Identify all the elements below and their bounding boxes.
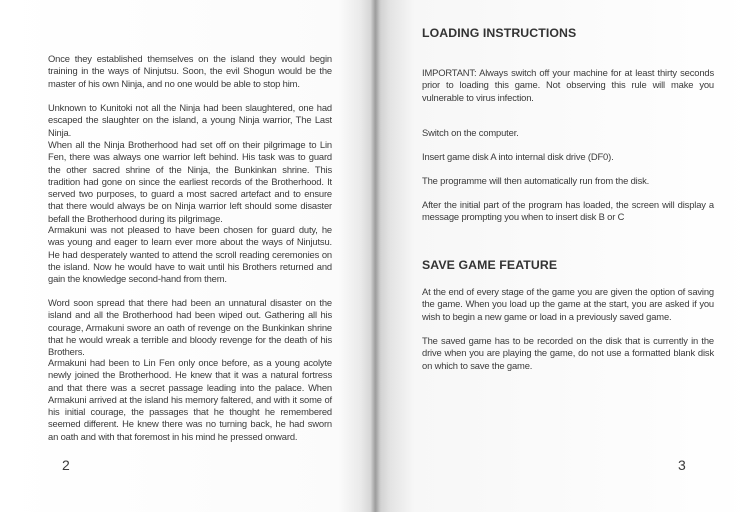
- loading-paragraph: After the initial part of the program has loaded, the screen will display a message prompting you when to insert disk B or C: [422, 199, 714, 223]
- loading-paragraph: IMPORTANT: Always switch off your machine for at least thirty seconds prior to loading this game. Not observing this rule will make you vulnerable to virus infection.: [422, 67, 714, 103]
- loading-paragraph: The programme will then automatically run from the disk.: [422, 175, 650, 186]
- loading-paragraph: Insert game disk A into internal disk drive (DF0).: [422, 151, 614, 162]
- story-paragraph: When all the Ninja Brotherhood had set off on their pilgrimage to Lin Fen, there was always one warrior left behind. His task was to guard the other sacred shrine of the Ninja, the Bunkinkan shrine. This tradition had gone on since the earliest records of the Brotherhood. It served two purposes, to guard a most sacred artefact and to ensure that there would always be on Ninja warrior left should some disaster befall the Brotherhood during its pilgrimage.: [48, 139, 332, 224]
- story-paragraph: Word soon spread that there had been an unnatural disaster on the island and all the Brotherhood had been wiped out. Gathering all his courage, Armakuni swore an oath of revenge on the Bunkinkan shrine that he would wreak a terrible and bloody revenge for the death of his Brothers.: [48, 297, 332, 358]
- loading-paragraph: Switch on the computer.: [422, 127, 519, 138]
- save-game-heading: SAVE GAME FEATURE: [422, 258, 558, 272]
- left-page: [0, 0, 372, 512]
- right-page: [376, 0, 753, 512]
- story-paragraph: Once they established themselves on the island they would begin training in the ways of Ninjutsu. Soon, the evil Shogun would be the master of his own Ninja, and no one would be able to stop him.: [48, 53, 332, 89]
- save-paragraph: At the end of every stage of the game you are given the option of saving the game. When you load up the game at the start, you are asked if you wish to begin a new game or load in a previously saved game.: [422, 286, 714, 322]
- story-paragraph: Armakuni was not pleased to have been chosen for guard duty, he was young and eager to learn ever more about the ways of Ninjutsu. He had desperately wanted to attend the scroll reading ceremonies on the island. Now he would have to wait until his Brothers returned and gain the knowledge second-hand from them.: [48, 224, 332, 285]
- loading-instructions-heading: LOADING INSTRUCTIONS: [422, 26, 577, 40]
- story-paragraph: Unknown to Kunitoki not all the Ninja had been slaughtered, one had escaped the slaughter on the island, a young Ninja warrior, The Last Ninja.: [48, 102, 332, 138]
- story-paragraph: Armakuni had been to Lin Fen only once before, as a young acolyte newly joined the Brotherhood. He knew that it was a natural fortress and that there was a secret passage leading into the palace. When Armakuni arrived at the island his memory faltered, and with it some of his initial courage, the passages that he thought he remembered seemed different. He knew there was no turning back, he had sworn an oath and with that foremost in his mind he pressed onward.: [48, 357, 332, 442]
- page-number: 2: [62, 457, 70, 473]
- book-gutter: [360, 0, 390, 512]
- save-paragraph: The saved game has to be recorded on the disk that is currently in the drive when you are playing the game, do not use a formatted blank disk on which to save the game.: [422, 335, 714, 371]
- page-number: 3: [678, 457, 686, 473]
